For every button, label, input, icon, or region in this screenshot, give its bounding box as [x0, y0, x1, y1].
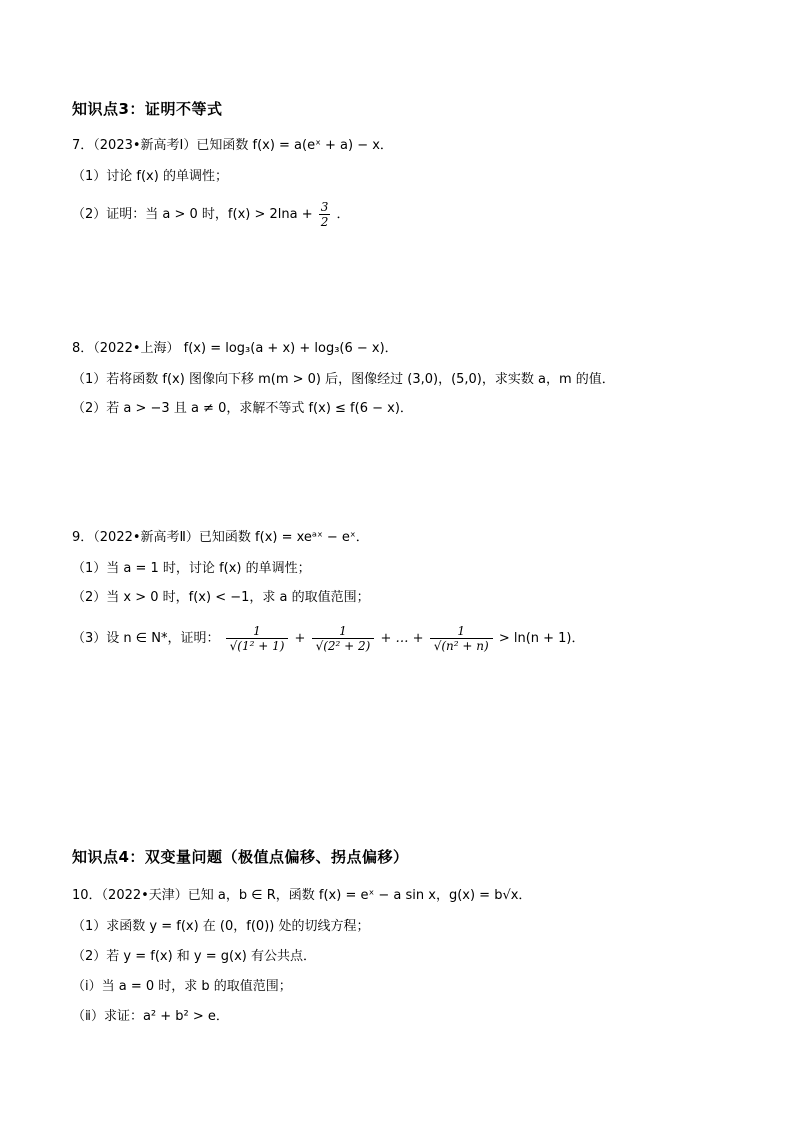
problem-9-q3-suffix: > ln(n + 1)． — [498, 631, 585, 646]
problem-8-q2: （2）若 a > −3 且 a ≠ 0，求解不等式 f(x) ≤ f(6 − x)． — [72, 401, 413, 416]
fraction-denominator: √(n² + n) — [430, 638, 493, 653]
section-title-4: 知识点4：双变量问题（极值点偏移、拐点偏移） — [72, 848, 409, 866]
problem-7-q2 — [72, 200, 350, 229]
problem-7-q2-text: （2）证明：当 a > 0 时，f(x) > 2lna + — [72, 207, 313, 222]
fraction-numerator: 1 — [253, 624, 261, 638]
problem-10-q2-ii: （ⅱ）求证：a² + b² > e． — [72, 1009, 229, 1024]
problem-9-q3-text: （3）设 n ∈ N*，证明： — [72, 631, 220, 646]
problem-10-q1: （1）求函数 y = f(x) 在 (0，f(0)) 处的切线方程； — [72, 919, 370, 934]
problem-9-fraction-n — [430, 624, 493, 653]
problem-9-fraction-2 — [312, 624, 375, 653]
fraction-denominator: 2 — [320, 215, 329, 229]
problem-7-q2-suffix: ． — [336, 207, 350, 222]
problem-9-q3 — [72, 622, 585, 656]
problem-7-fraction — [319, 200, 331, 229]
problem-9-fraction-1 — [226, 624, 289, 653]
problem-7-stem: 7．（2023•新高考Ⅰ）已知函数 f(x) = a(eˣ + a) − x． — [72, 138, 393, 153]
problem-9-q1: （1）当 a = 1 时，讨论 f(x) 的单调性； — [72, 561, 311, 576]
fraction-denominator: √(1² + 1) — [226, 638, 289, 653]
problem-9-q2: （2）当 x > 0 时，f(x) < −1，求 a 的取值范围； — [72, 590, 370, 605]
ellipsis-sum: + … + — [380, 631, 424, 646]
fraction-numerator: 1 — [339, 624, 347, 638]
fraction-numerator: 1 — [457, 624, 465, 638]
section-title-3: 知识点3：证明不等式 — [72, 100, 223, 118]
problem-7-q1: （1）讨论 f(x) 的单调性； — [72, 169, 228, 184]
problem-10-q2-i: （ⅰ）当 a = 0 时，求 b 的取值范围； — [72, 979, 292, 994]
problem-10-stem: 10．（2022•天津）已知 a，b ∈ R，函数 f(x) = eˣ − a sin x，g(x) = b√x． — [72, 888, 532, 903]
problem-10-q2: （2）若 y = f(x) 和 y = g(x) 有公共点． — [72, 949, 317, 964]
problem-8-stem: 8．（2022•上海） f(x) = log₃(a + x) + log₃(6 − x)． — [72, 341, 398, 356]
fraction-denominator: √(2² + 2) — [312, 638, 375, 653]
problem-8-q1: （1）若将函数 f(x) 图像向下移 m(m > 0) 后，图像经过 (3,0)，(5,0)，求实数 a，m 的值． — [72, 372, 615, 387]
plus-sign: + — [294, 631, 306, 646]
problem-9-stem: 9．（2022•新高考Ⅱ）已知函数 f(x) = xeᵃˣ − eˣ． — [72, 530, 369, 545]
fraction-numerator: 3 — [320, 200, 329, 214]
